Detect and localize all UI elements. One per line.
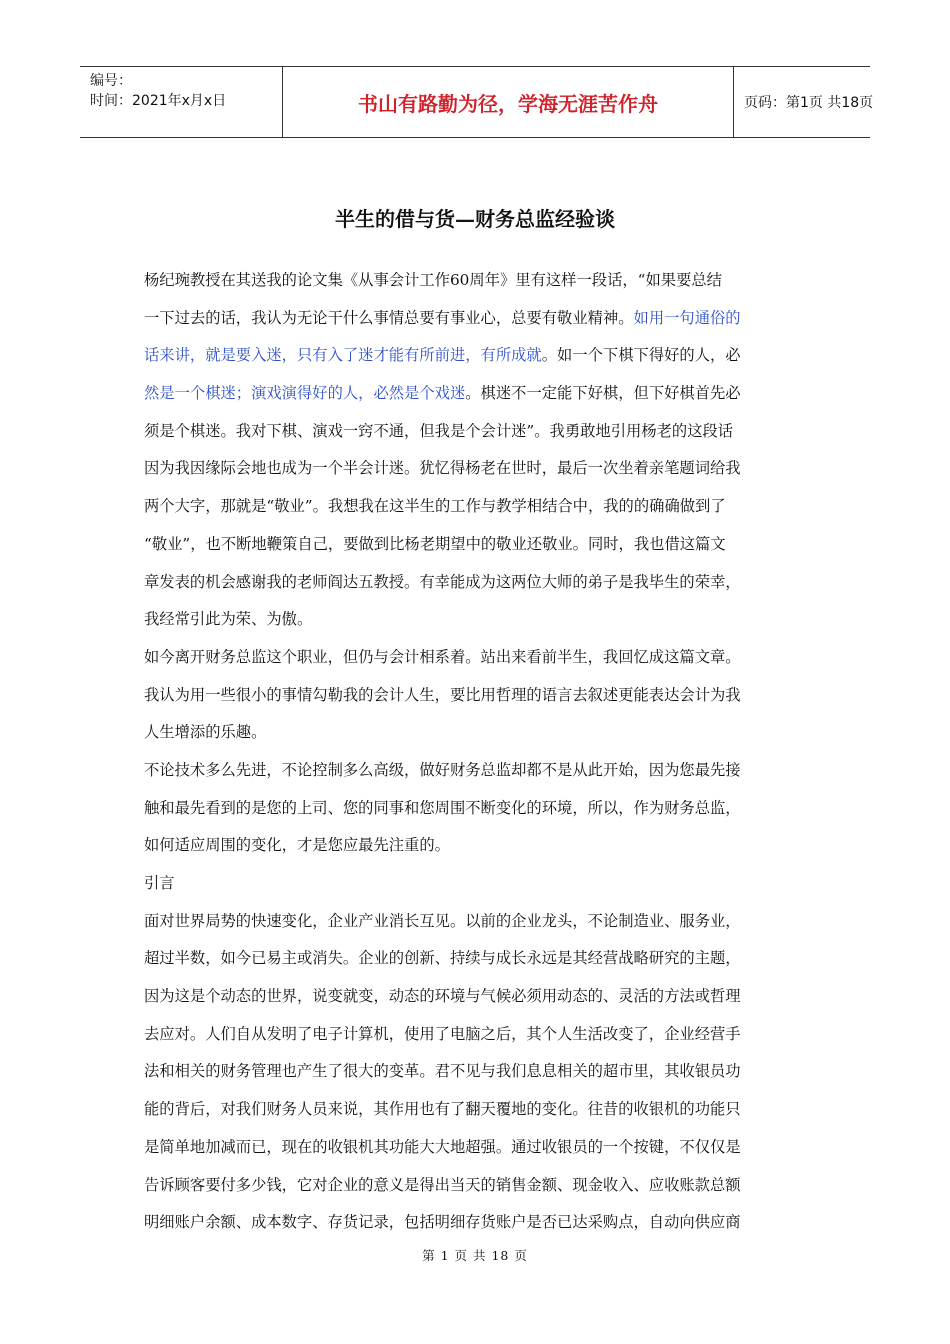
text-line <box>144 714 814 752</box>
text-line <box>144 1053 814 1091</box>
document-title: 半生的借与货—财务总监经验谈 <box>335 207 615 231</box>
text-line <box>144 413 814 451</box>
line-text: 不论技术多么先进，不论控制多么高级，做好财务总监却都不是从此开始，因为您最先接 <box>144 760 741 779</box>
text-line <box>144 337 814 375</box>
text-line <box>144 375 814 413</box>
line-text: 告诉顾客要付多少钱，它对企业的意义是得出当天的销售金额、现金收入、应收账款总额 <box>144 1175 741 1194</box>
line-text: 面对世界局势的快速变化，企业产业消长互见。以前的企业龙头，不论制造业、服务业， <box>144 911 741 930</box>
line-text: 触和最先看到的是您的上司、您的同事和您周围不断变化的环境，所以，作为财务总监， <box>144 798 741 817</box>
header-meta <box>80 67 282 137</box>
line-text: 超过半数，如今已易主或消失。企业的创新、持续与成长永远是其经营战略研究的主题， <box>144 949 741 968</box>
line-text: 法和相关的财务管理也产生了很大的变革。君不见与我们息息相关的超市里，其收银员功 <box>144 1062 741 1081</box>
line-text: 。如一个下棋下得好的人，必 <box>541 346 741 365</box>
line-text: 是简单地加减而已，现在的收银机其功能大大地超强。通过收银员的一个按键，不仅仅是 <box>144 1137 741 1156</box>
line-text: 。棋迷不一定能下好棋，但下好棋首先必 <box>465 384 741 403</box>
line-text: 须是个棋迷。我对下棋、演戏一窍不通，但我是个会计迷”。我勇敢地引用杨老的这段话 <box>144 421 734 440</box>
text-line <box>144 1167 814 1205</box>
page-footer: 第 1 页 共 18 页 <box>422 1248 528 1263</box>
header-motto: 书山有路勤为径，学海无涯苦作舟 <box>282 67 734 137</box>
article-body <box>144 262 814 1242</box>
highlighted-text: 然是一个棋迷；演戏演得好的人，必然是个戏迷 <box>144 384 466 403</box>
text-line <box>144 526 814 564</box>
text-line <box>144 601 814 639</box>
text-line <box>144 790 814 828</box>
line-text: 如何适应周围的变化，才是您应最先注重的。 <box>144 836 450 855</box>
line-text: 如今离开财务总监这个职业，但仍与会计相系着。站出来看前半生，我回忆成这篇文章。 <box>144 647 741 666</box>
text-line <box>144 827 814 865</box>
highlighted-text: 如用一句通俗的 <box>633 308 741 327</box>
text-line <box>144 639 814 677</box>
line-text: 我认为用一些很小的事情勾勒我的会计人生，要比用哲理的语言去叙述更能表达会计为我 <box>144 685 741 704</box>
line-text: 一下过去的话，我认为无论干什么事情总要有事业心，总要有敬业精神。 <box>144 308 634 327</box>
document-number-label: 编号： <box>90 73 132 89</box>
line-text: 去应对。人们自从发明了电子计算机，使用了电脑之后，其个人生活改变了，企业经营手 <box>144 1024 741 1043</box>
line-text: 杨纪琬教授在其送我的论文集《从事会计工作60周年》里有这样一段话，“如果要总结 <box>144 271 722 289</box>
line-text: 能的背后，对我们财务人员来说，其作用也有了翻天覆地的变化。往昔的收银机的功能只 <box>144 1100 741 1119</box>
header-page-info: 页码：第1页 共18页 <box>744 95 874 111</box>
text-line <box>144 752 814 790</box>
line-text: “敬业”，也不断地鞭策自己，要做到比杨老期望中的敬业还敬业。同时，我也借这篇文 <box>144 534 726 553</box>
page-header <box>80 66 874 138</box>
text-line <box>144 262 814 300</box>
text-line <box>144 564 814 602</box>
text-line <box>144 300 814 338</box>
line-text: 章发表的机会感谢我的老师阎达五教授。有幸能成为这两位大师的弟子是我毕生的荣幸， <box>144 572 741 591</box>
text-line <box>144 940 814 978</box>
line-text: 两个大字，那就是“敬业”。我想我在这半生的工作与教学相结合中，我的的确确做到了 <box>144 497 726 516</box>
highlighted-text: 话来讲，就是要入迷，只有入了迷才能有所前进，有所成就 <box>144 346 542 365</box>
line-text: 我经常引此为荣、为傲。 <box>144 610 313 629</box>
text-line <box>144 903 814 941</box>
text-line <box>144 677 814 715</box>
document-date: 时间：2021年x月x日 <box>90 93 227 109</box>
line-text: 引言 <box>144 874 175 892</box>
text-line <box>144 978 814 1016</box>
text-line <box>144 1204 814 1242</box>
line-text: 因为这是个动态的世界，说变就变，动态的环境与气候必须用动态的、灵活的方法或哲理 <box>144 987 741 1006</box>
text-line <box>144 1016 814 1054</box>
line-text: 人生增添的乐趣。 <box>144 723 267 742</box>
text-line <box>144 865 814 903</box>
line-text: 因为我因缘际会地也成为一个半会计迷。犹忆得杨老在世时，最后一次坐着亲笔题词给我 <box>144 459 741 478</box>
text-line <box>144 450 814 488</box>
text-line <box>144 1129 814 1167</box>
text-line <box>144 488 814 526</box>
text-line <box>144 1091 814 1129</box>
line-text: 明细账户余额、成本数字、存货记录，包括明细存货账户是否已达采购点，自动向供应商 <box>144 1213 741 1232</box>
